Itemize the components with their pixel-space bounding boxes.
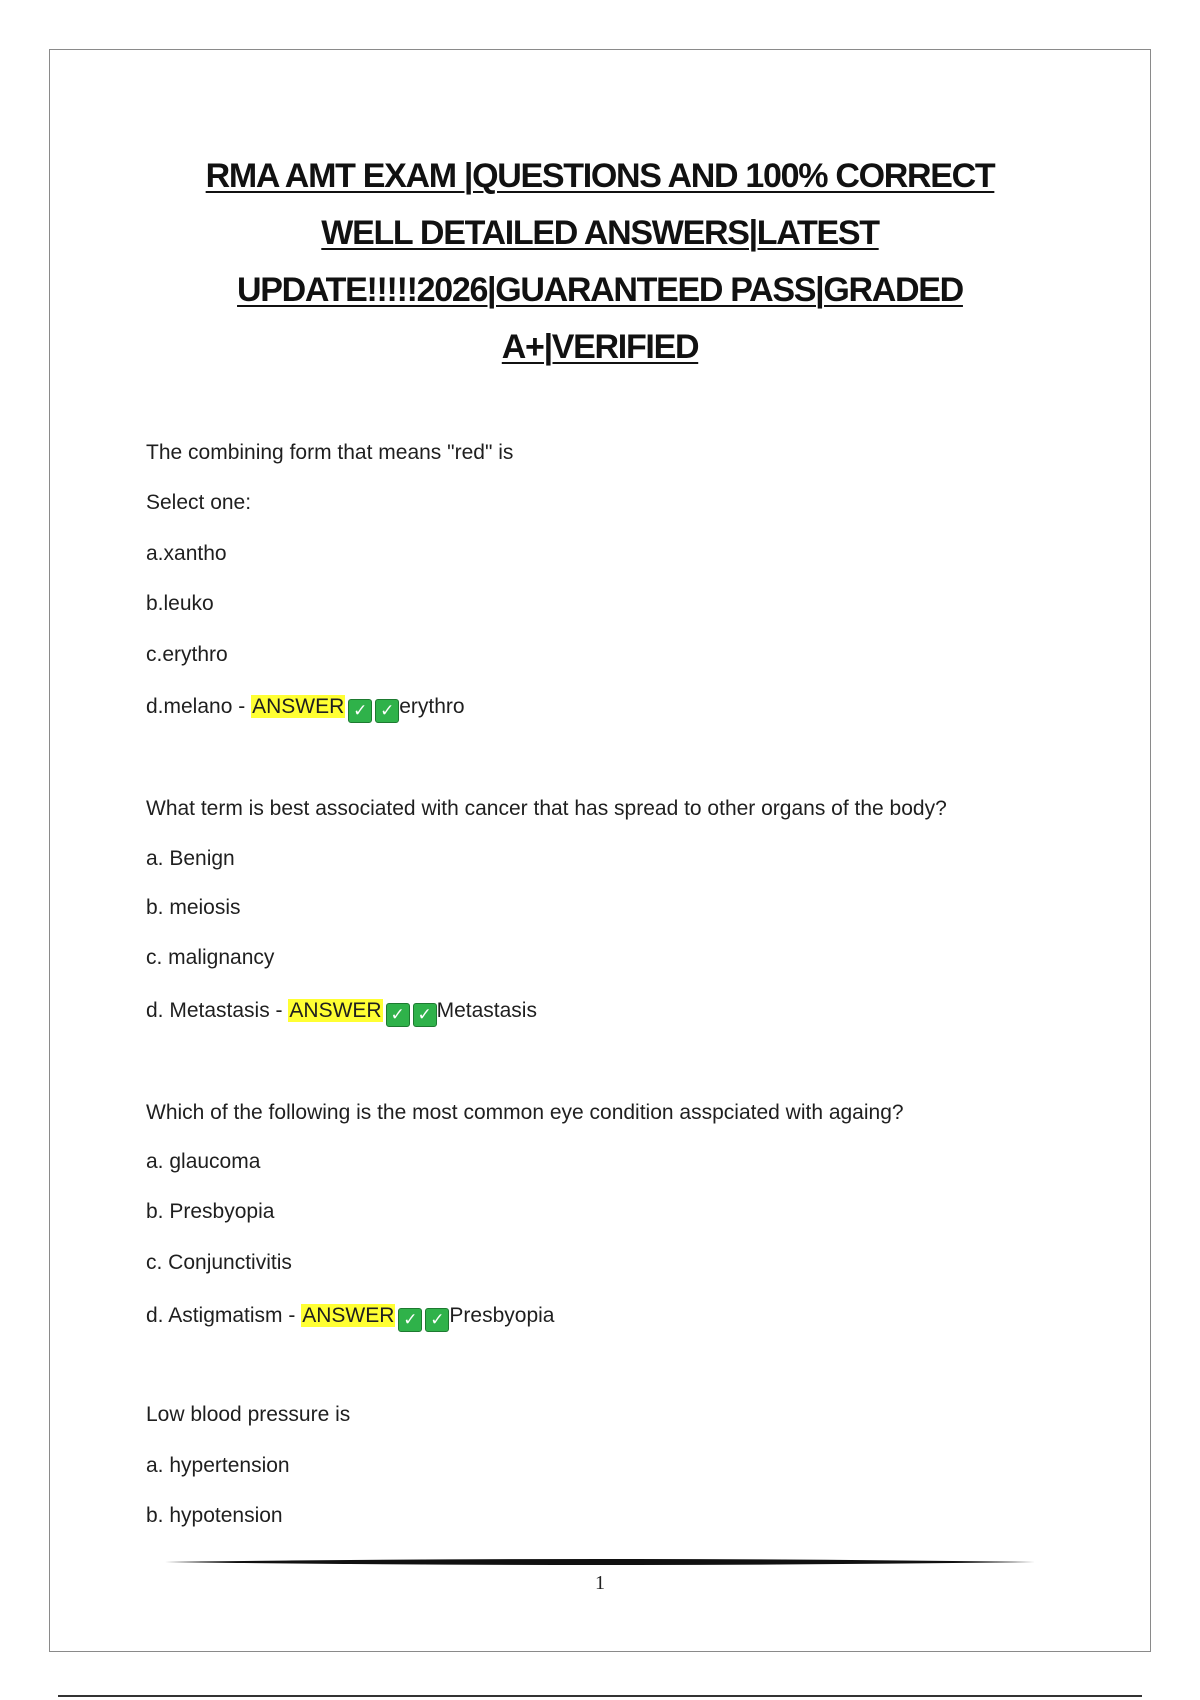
answer-label: ANSWER [302,1304,395,1327]
checkmark-icon: ✓ [375,699,399,723]
answer-value: Presbyopia [449,1304,555,1327]
footer-divider [165,1557,1035,1567]
question-3-option-d-with-answer [146,1302,554,1332]
question-3-option-a: a. glaucoma [146,1150,261,1173]
question-3-prompt: Which of the following is the most common eye condition asspciated with againg? [146,1101,904,1124]
checkmark-icon: ✓ [398,1308,422,1332]
question-1-option-d-with-answer [146,693,465,723]
question-4-option-b: b. hypotension [146,1504,283,1527]
question-2-option-b: b. meiosis [146,896,241,919]
question-3-option-b: b. Presbyopia [146,1200,275,1223]
question-2-option-a: a. Benign [146,847,235,870]
answer-label: ANSWER [252,695,345,718]
checkmark-icon: ✓ [425,1308,449,1332]
option-text: d.melano [146,695,233,718]
question-4-option-a: a. hypertension [146,1454,290,1477]
option-text: d. Metastasis [146,999,270,1022]
title-line: RMA AMT EXAM |QUESTIONS AND 100% CORRECT [205,157,995,195]
question-1-prompt: The combining form that means "red" is [146,441,514,464]
question-1-option-b: b.leuko [146,592,214,615]
page-number: 1 [595,1572,605,1594]
answer-value: erythro [399,695,465,718]
question-1-option-c: c.erythro [146,643,228,666]
question-3-option-c: c. Conjunctivitis [146,1251,292,1274]
answer-label: ANSWER [289,999,382,1022]
next-page-edge [58,1695,1142,1697]
checkmark-icon: ✓ [413,1003,437,1027]
answer-separator: - [232,695,252,718]
title-line: A+|VERIFIED [501,328,699,366]
option-text: d. Astigmatism [146,1304,283,1327]
question-1-option-a: a.xantho [146,542,227,565]
answer-separator: - [282,1304,302,1327]
question-2-prompt: What term is best associated with cancer that has spread to other organs of the body? [146,797,947,820]
checkmark-icon: ✓ [386,1003,410,1027]
question-4-prompt: Low blood pressure is [146,1403,351,1426]
checkmark-icon: ✓ [348,699,372,723]
document-title [150,148,1050,376]
answer-value: Metastasis [436,999,537,1022]
question-2-option-d-with-answer [146,997,537,1027]
title-line: UPDATE!!!!!2026|GUARANTEED PASS|GRADED [237,271,963,309]
question-1-instruction: Select one: [146,491,252,514]
answer-separator: - [269,999,289,1022]
question-2-option-c: c. malignancy [146,946,275,969]
title-line: WELL DETAILED ANSWERS|LATEST [321,214,879,252]
